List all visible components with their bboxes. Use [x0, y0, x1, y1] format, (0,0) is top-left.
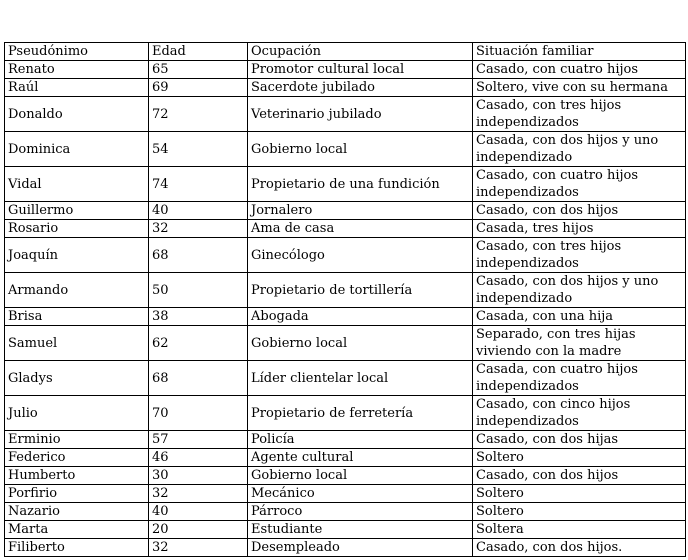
- cell-age: 69: [149, 79, 248, 97]
- cell-family-situation: Casado, con cuatro hijos: [473, 61, 686, 79]
- table-row: [5, 132, 686, 167]
- cell-occupation: Líder clientelar local: [248, 361, 473, 396]
- table-row: [5, 396, 686, 431]
- cell-age: 40: [149, 503, 248, 521]
- cell-pseudonym: Armando: [5, 273, 149, 308]
- cell-pseudonym: Humberto: [5, 467, 149, 485]
- cell-age: 62: [149, 326, 248, 361]
- table-row: [5, 167, 686, 202]
- cell-age: 57: [149, 431, 248, 449]
- cell-age: 68: [149, 238, 248, 273]
- table-row: [5, 326, 686, 361]
- table-row: [5, 273, 686, 308]
- participants-table: [4, 42, 686, 557]
- table-row: [5, 97, 686, 132]
- cell-occupation: Mecánico: [248, 485, 473, 503]
- table-row: [5, 503, 686, 521]
- cell-pseudonym: Dominica: [5, 132, 149, 167]
- table-row: [5, 539, 686, 557]
- cell-family-situation: Casado, con dos hijos.: [473, 539, 686, 557]
- cell-family-situation: Casada, con cuatro hijos independizados: [473, 361, 686, 396]
- cell-occupation: Promotor cultural local: [248, 61, 473, 79]
- cell-pseudonym: Marta: [5, 521, 149, 539]
- table-row: [5, 202, 686, 220]
- cell-occupation: Agente cultural: [248, 449, 473, 467]
- cell-pseudonym: Samuel: [5, 326, 149, 361]
- cell-age: 70: [149, 396, 248, 431]
- cell-pseudonym: Rosario: [5, 220, 149, 238]
- cell-age: 32: [149, 539, 248, 557]
- cell-family-situation: Casado, con cuatro hijos independizados: [473, 167, 686, 202]
- cell-occupation: Policía: [248, 431, 473, 449]
- cell-family-situation: Separado, con tres hijas viviendo con la madre: [473, 326, 686, 361]
- cell-age: 72: [149, 97, 248, 132]
- table-row: [5, 79, 686, 97]
- cell-family-situation: Casado, con cinco hijos independizados: [473, 396, 686, 431]
- cell-occupation: Ama de casa: [248, 220, 473, 238]
- cell-pseudonym: Erminio: [5, 431, 149, 449]
- cell-pseudonym: Brisa: [5, 308, 149, 326]
- cell-family-situation: Soltero: [473, 485, 686, 503]
- cell-occupation: Gobierno local: [248, 132, 473, 167]
- cell-occupation: Ginecólogo: [248, 238, 473, 273]
- cell-occupation: Propietario de tortillería: [248, 273, 473, 308]
- cell-pseudonym: Donaldo: [5, 97, 149, 132]
- header-occupation: Ocupación: [248, 43, 473, 61]
- cell-pseudonym: Raúl: [5, 79, 149, 97]
- cell-age: 74: [149, 167, 248, 202]
- cell-family-situation: Casada, con dos hijos y uno independizado: [473, 132, 686, 167]
- cell-age: 54: [149, 132, 248, 167]
- cell-age: 32: [149, 220, 248, 238]
- cell-family-situation: Soltero: [473, 449, 686, 467]
- table-row: [5, 220, 686, 238]
- table-row: [5, 467, 686, 485]
- cell-occupation: Veterinario jubilado: [248, 97, 473, 132]
- cell-occupation: Gobierno local: [248, 326, 473, 361]
- cell-age: 46: [149, 449, 248, 467]
- cell-age: 38: [149, 308, 248, 326]
- header-family-situation: Situación familiar: [473, 43, 686, 61]
- cell-age: 68: [149, 361, 248, 396]
- header-pseudonym: Pseudónimo: [5, 43, 149, 61]
- cell-family-situation: Casada, tres hijos: [473, 220, 686, 238]
- cell-age: 20: [149, 521, 248, 539]
- cell-occupation: Desempleado: [248, 539, 473, 557]
- table-row: [5, 238, 686, 273]
- cell-family-situation: Soltera: [473, 521, 686, 539]
- cell-age: 65: [149, 61, 248, 79]
- cell-occupation: Abogada: [248, 308, 473, 326]
- cell-occupation: Párroco: [248, 503, 473, 521]
- cell-pseudonym: Gladys: [5, 361, 149, 396]
- cell-family-situation: Soltero: [473, 503, 686, 521]
- cell-occupation: Sacerdote jubilado: [248, 79, 473, 97]
- cell-pseudonym: Federico: [5, 449, 149, 467]
- cell-pseudonym: Nazario: [5, 503, 149, 521]
- cell-age: 30: [149, 467, 248, 485]
- cell-pseudonym: Joaquín: [5, 238, 149, 273]
- cell-family-situation: Casado, con dos hijos: [473, 202, 686, 220]
- cell-pseudonym: Renato: [5, 61, 149, 79]
- header-row: [5, 43, 686, 61]
- header-age: Edad: [149, 43, 248, 61]
- cell-pseudonym: Julio: [5, 396, 149, 431]
- cell-pseudonym: Guillermo: [5, 202, 149, 220]
- cell-pseudonym: Porfirio: [5, 485, 149, 503]
- cell-age: 40: [149, 202, 248, 220]
- cell-family-situation: Casado, con dos hijas: [473, 431, 686, 449]
- cell-occupation: Jornalero: [248, 202, 473, 220]
- cell-pseudonym: Vidal: [5, 167, 149, 202]
- cell-family-situation: Casado, con dos hijos: [473, 467, 686, 485]
- cell-occupation: Propietario de ferretería: [248, 396, 473, 431]
- table-row: [5, 308, 686, 326]
- table-row: [5, 521, 686, 539]
- cell-family-situation: Casado, con dos hijos y uno independizado: [473, 273, 686, 308]
- cell-family-situation: Casado, con tres hijos independizados: [473, 97, 686, 132]
- cell-occupation: Gobierno local: [248, 467, 473, 485]
- cell-age: 32: [149, 485, 248, 503]
- cell-family-situation: Casada, con una hija: [473, 308, 686, 326]
- cell-occupation: Propietario de una fundición: [248, 167, 473, 202]
- cell-age: 50: [149, 273, 248, 308]
- cell-pseudonym: Filiberto: [5, 539, 149, 557]
- table-row: [5, 61, 686, 79]
- table-row: [5, 485, 686, 503]
- cell-family-situation: Casado, con tres hijos independizados: [473, 238, 686, 273]
- table-row: [5, 361, 686, 396]
- cell-family-situation: Soltero, vive con su hermana: [473, 79, 686, 97]
- cell-occupation: Estudiante: [248, 521, 473, 539]
- table-row: [5, 449, 686, 467]
- table-row: [5, 431, 686, 449]
